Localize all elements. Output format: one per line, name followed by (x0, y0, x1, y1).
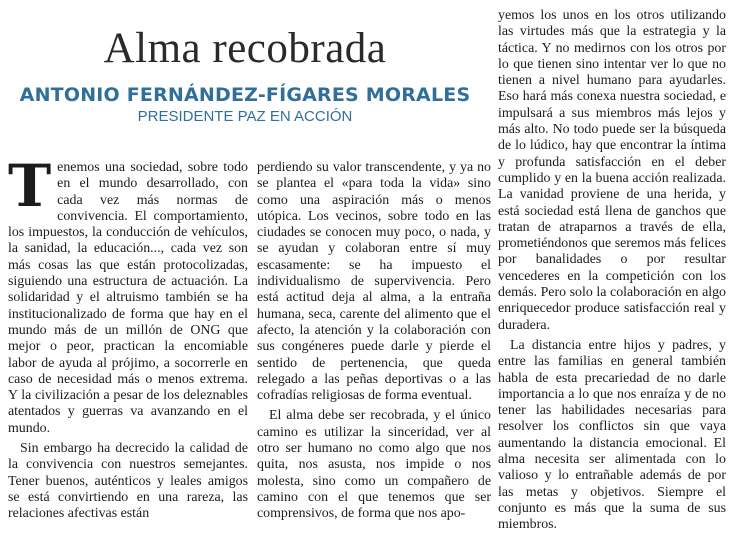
paragraph-2-continued: perdiendo su valor transcendente, y ya no se plantea el «para toda la vida» sino como una aspiración más o menos utópica. Los vecinos, sobre todo en las ciudades se conocen muy poco, o nada, y se ayudan y colaboran entre sí muy escasamente: se ha impuesto el individualismo de supervivencia. Pero está actitud deja al alma, a la entraña humana, seca, carente del alimento que el afecto, la atención y la colaboración con sus congéneres puede darle y pierde el sentido de pertenencia, que queda relegado a las peñas deportivas o a las cofradías religiosas de forma eventual. (257, 160, 491, 404)
paragraph-2: Sin embargo ha decrecido la calidad de la convivencia con nuestros semejantes. Tener buenos, auténticos y leales amigos se está convirtiendo en una rareza, las relaciones afectivas están (8, 441, 248, 522)
article-title: Alma recobrada (103, 25, 387, 72)
paragraph-3: El alma debe ser recobrada, y el único camino es utilizar la sinceridad, ver al otro ser humano no como algo que nos quita, nos asusta, nos impide o nos molesta, sino como un compañero de camino con el que tenemos que ser comprensivos, de forma que nos apo- (257, 408, 491, 522)
column-3 (498, 8, 726, 538)
paragraph-3-continued: yemos los unos en los otros utilizando las virtudes más que la estrategia y la táctica. Y no medirnos con los otros por lo que tienen sino intentar ver lo que no tienen a nivel humano para ayudarles. Eso hará más conexa nuestra sociedad, e impulsará a sus miembros más lejos y más alto. No todo puede ser la búsqueda de lo lúdico, hay que encontrar la íntima y profunda satisfacción en el deber cumplido y en la buena acción realizada. La vanidad proviene de una herida, y está sociedad está llena de ganchos que tratan de atraparnos a través de ella, prometiéndonos que seremos más felices por banalidades o por resultar vencederes en la competición con los demás. Pero solo la colaboración en algo enriquecedor produce satisfacción real y duradera. (498, 8, 726, 333)
article-header (0, 0, 490, 160)
paragraph-1 (8, 152, 248, 437)
drop-cap: T (8, 152, 52, 220)
paragraph-4: La distancia entre hijos y padres, y entre las familias en general también habla de esta precariedad de no darle importancia a lo que nos enraíza y de no tener las habilidades necesarias para resolver los conflictos sin que vaya aumentando la distancia emocional. El alma necesita ser alimentada con lo valioso y lo entrañable además de por las metas y objetivos. Siempre el conjunto es más que la suma de sus miembros. (498, 337, 726, 533)
column-2 (257, 160, 491, 527)
paragraph-1-text: enemos una sociedad, sobre todo en el mundo desarrollado, con cada vez más normas de convivencia. El comportamiento, los impuestos, la conducción de vehículos, la sanidad, la educación..., cada vez son más cosas las que están protocolizadas, siguiendo una estructura de actuación. La solidaridad y el altruismo también se ha institucionalizado de forma que hay en el mundo más de un millón de ONG que mejor o peor, practican la encomiable labor de ayuda al prójimo, a socorrerle en caso de necesidad más o menos extrema. Y la civilización a pesar de los deleznables atentados y guerras va avanzando en el mundo. (8, 160, 248, 436)
author-role: PRESIDENTE PAZ EN ACCIÓN (137, 108, 353, 125)
column-1 (8, 152, 248, 527)
author-name: ANTONIO FERNÁNDEZ-FÍGARES MORALES (19, 84, 471, 106)
